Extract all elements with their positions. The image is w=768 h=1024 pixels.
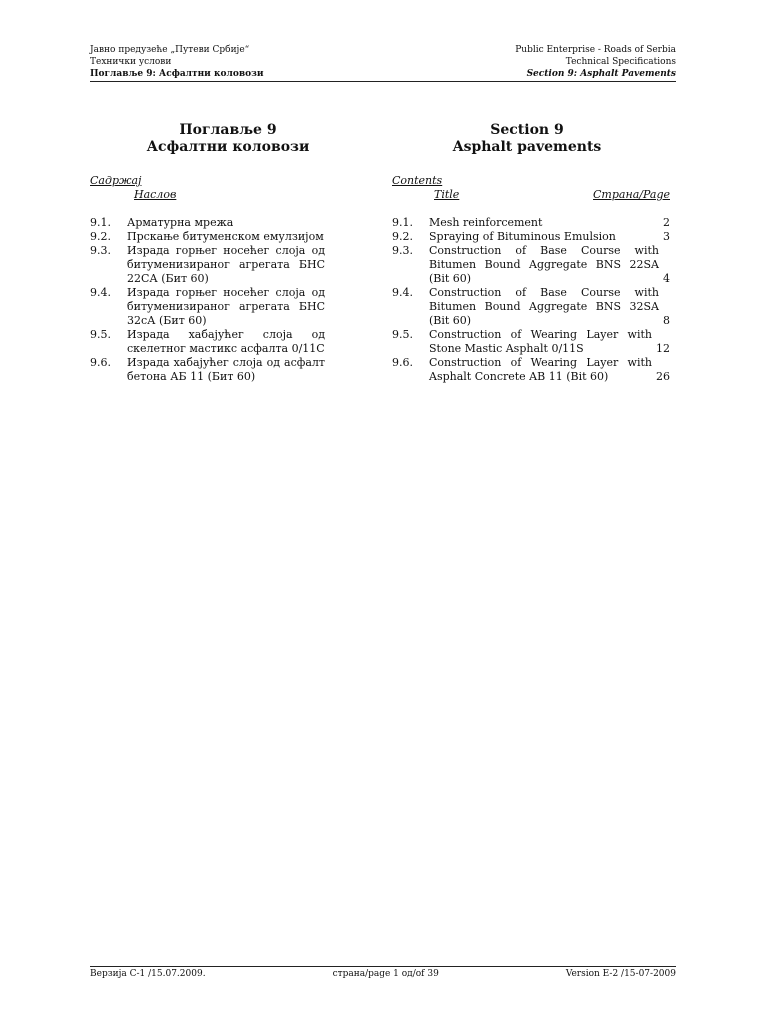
toc-item-sr[interactable] bbox=[90, 244, 325, 286]
toc-entry bbox=[429, 216, 670, 230]
title-label-sr: Наслов bbox=[134, 188, 177, 201]
page-footer bbox=[90, 966, 676, 980]
header-doc-sr: Технички услови bbox=[90, 57, 172, 67]
toc-number: 9.6. bbox=[90, 356, 111, 369]
toc-title: Construction of Base Course with Bitumen Bound Aggregate BNS 32SA (Bit 60) bbox=[429, 286, 659, 327]
toc-title: Прскање битуменском емулзијом bbox=[127, 230, 324, 243]
toc-number: 9.5. bbox=[90, 328, 111, 341]
toc-list-en bbox=[392, 216, 670, 384]
toc-title: Mesh reinforcement bbox=[429, 216, 543, 229]
toc-item-sr[interactable] bbox=[90, 356, 325, 384]
toc-item-sr[interactable] bbox=[90, 216, 325, 230]
toc-subhead-en bbox=[392, 188, 670, 202]
section-name-sr: Асфалтни коловози bbox=[146, 139, 310, 155]
header-row-1 bbox=[90, 44, 676, 56]
toc-number: 9.4. bbox=[392, 286, 413, 299]
header-doc-en: Technical Specifications bbox=[565, 57, 676, 67]
toc-title: Израда хабајућег слоја од скелетног мастикс асфалта 0/11С bbox=[127, 328, 325, 355]
toc-number: 9.3. bbox=[392, 244, 413, 257]
page-header bbox=[90, 44, 676, 82]
toc-entry bbox=[429, 286, 670, 328]
toc-title: Construction of Base Course with Bitumen Bound Aggregate BNS 22SA (Bit 60) bbox=[429, 244, 659, 285]
header-row-2 bbox=[90, 56, 676, 68]
toc-page-number: 12 bbox=[656, 342, 670, 355]
toc-item-en[interactable] bbox=[392, 244, 670, 286]
toc-number: 9.5. bbox=[392, 328, 413, 341]
toc-entry bbox=[429, 244, 670, 286]
serbian-column bbox=[90, 122, 325, 384]
toc-title: Израда горњег носећег слоја од битуменизираног агрегата БНС 22СА (Бит 60) bbox=[127, 244, 325, 285]
toc-subhead-sr bbox=[90, 188, 325, 202]
section-title-en bbox=[392, 122, 662, 156]
toc-entry bbox=[429, 356, 670, 384]
toc-page-number: 3 bbox=[663, 230, 670, 243]
footer-version-sr: Верзија С-1 /15.07.2009. bbox=[90, 969, 206, 979]
toc-item-sr[interactable] bbox=[90, 328, 325, 356]
footer-version-en: Version E-2 /15-07-2009 bbox=[565, 969, 676, 979]
toc-title: Construction of Wearing Layer with Stone Mastic Asphalt 0/11S bbox=[429, 328, 652, 355]
english-column bbox=[392, 122, 670, 384]
toc-number: 9.2. bbox=[392, 230, 413, 243]
toc-entry bbox=[429, 230, 670, 244]
toc-title: Spraying of Bituminous Emulsion bbox=[429, 230, 616, 243]
header-row-3 bbox=[90, 68, 676, 80]
toc-entry bbox=[429, 328, 670, 356]
toc-title: Израда горњег носећег слоја од битуменизираног агрегата БНС 32сА (Бит 60) bbox=[127, 286, 325, 327]
toc-title: Арматурна мрежа bbox=[127, 216, 234, 229]
contents-label-sr: Садржај bbox=[90, 174, 142, 187]
toc-page-number: 2 bbox=[663, 216, 670, 229]
section-title-sr bbox=[90, 122, 366, 156]
toc-page-number: 26 bbox=[656, 370, 670, 383]
toc-number: 9.6. bbox=[392, 356, 413, 369]
toc-number: 9.1. bbox=[392, 216, 413, 229]
section-number-en: Section 9 bbox=[490, 122, 564, 138]
header-company-en: Public Enterprise - Roads of Serbia bbox=[515, 45, 676, 55]
toc-item-en[interactable] bbox=[392, 356, 670, 384]
contents-label-en: Contents bbox=[392, 174, 443, 187]
toc-number: 9.1. bbox=[90, 216, 111, 229]
toc-page-number: 4 bbox=[663, 272, 670, 285]
toc-item-sr[interactable] bbox=[90, 230, 325, 244]
toc-number: 9.2. bbox=[90, 230, 111, 243]
section-number-sr: Поглавље 9 bbox=[179, 122, 277, 138]
header-company-sr: Јавно предузеће „Путеви Србије“ bbox=[90, 45, 250, 55]
footer-page-number: страна/page 1 од/of 39 bbox=[332, 969, 439, 979]
toc-number: 9.3. bbox=[90, 244, 111, 257]
toc-item-sr[interactable] bbox=[90, 286, 325, 328]
toc-list-sr bbox=[90, 216, 325, 384]
header-section-sr: Поглавље 9: Асфалтни коловози bbox=[90, 69, 264, 79]
toc-item-en[interactable] bbox=[392, 216, 670, 230]
toc-item-en[interactable] bbox=[392, 230, 670, 244]
toc-title: Израда хабајућег слоја од асфалт бетона АБ 11 (Бит 60) bbox=[127, 356, 325, 383]
page-label: Страна/Page bbox=[593, 188, 670, 201]
toc-number: 9.4. bbox=[90, 286, 111, 299]
toc-item-en[interactable] bbox=[392, 328, 670, 356]
title-label-en: Title bbox=[434, 188, 460, 201]
section-name-en: Asphalt pavements bbox=[452, 139, 602, 155]
header-section-en: Section 9: Asphalt Pavements bbox=[526, 69, 676, 79]
toc-page-number: 8 bbox=[663, 314, 670, 327]
toc-title: Construction of Wearing Layer with Asphalt Concrete AB 11 (Bit 60) bbox=[429, 356, 652, 383]
toc-item-en[interactable] bbox=[392, 286, 670, 328]
